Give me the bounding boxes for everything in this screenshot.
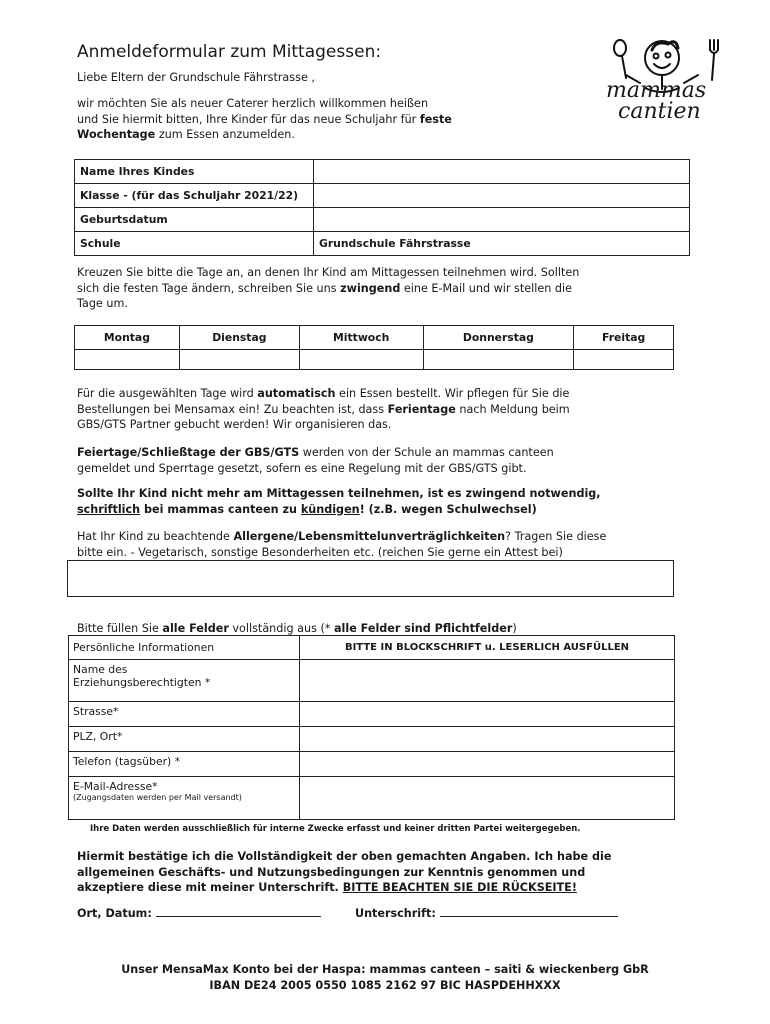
email-label — [69, 777, 300, 820]
fill-text-2: vollständig aus (* — [228, 622, 334, 635]
table-row — [69, 636, 675, 660]
holiday-bold: Feiertage/Schließtage der GBS/GTS — [77, 446, 300, 459]
child-name-label: Name Ihres Kindes — [75, 160, 314, 184]
days-text-line-3: Tage um. — [77, 297, 128, 310]
place-date-row — [77, 906, 321, 922]
table-row — [75, 232, 690, 256]
page-title: Anmeldeformular zum Mittagessen: — [77, 42, 382, 62]
allergy-input-value — [68, 561, 673, 569]
email-field[interactable] — [300, 777, 675, 820]
logo-text-line-1: mammas — [606, 78, 707, 103]
holiday-text-2: gemeldet und Sperrtage gesetzt, sofern es eine Regelung mit der GBS/GTS gibt. — [77, 461, 527, 475]
personal-header-left: Persönliche Informationen — [69, 636, 300, 660]
phone-field[interactable] — [300, 752, 675, 777]
weekdays-table — [74, 325, 674, 370]
footer — [0, 962, 770, 993]
allergy-info — [77, 529, 697, 560]
intro-bold-feste: feste — [419, 112, 452, 126]
personal-info-table — [68, 635, 675, 820]
school-field[interactable]: Grundschule Fährstrasse — [314, 232, 690, 256]
cancellation-info — [77, 486, 697, 517]
order-text-1-end: ein Essen bestellt. Wir pflegen für Sie die — [335, 387, 570, 400]
holiday-info — [77, 445, 697, 476]
day-wednesday-checkbox[interactable] — [299, 350, 423, 370]
confirm-line-2: allgemeinen Geschäfts- und Nutzungsbedingungen zur Kenntnis genommen und — [77, 865, 586, 879]
guardian-label-1: Name des — [73, 663, 128, 676]
school-label: Schule — [75, 232, 314, 256]
guardian-name-field[interactable] — [300, 660, 675, 702]
table-row — [69, 777, 675, 820]
allergy-text-1-end: ? Tragen Sie diese — [505, 530, 607, 543]
table-row — [75, 160, 690, 184]
day-tuesday-checkbox[interactable] — [179, 350, 299, 370]
fill-text-3: ) — [512, 622, 517, 635]
table-row — [69, 727, 675, 752]
order-bold-automatisch: automatisch — [257, 387, 336, 400]
order-text-2-end: nach Meldung beim — [455, 402, 570, 416]
greeting: Liebe Eltern der Grundschule Fährstrasse , — [77, 71, 315, 84]
cancel-text-2-end: ! (z.B. wegen Schulwechsel) — [359, 502, 537, 516]
day-thursday-label: Donnerstag — [423, 326, 574, 350]
days-instructions — [77, 265, 697, 312]
place-date-label: Ort, Datum: — [77, 907, 152, 920]
intro-bold-wochentage: Wochentage — [77, 128, 156, 141]
zip-city-field[interactable] — [300, 727, 675, 752]
guardian-name-label — [69, 660, 300, 702]
days-text-bold: zwingend — [340, 281, 401, 295]
fill-bold-pflichtfelder: alle Felder sind Pflichtfelder — [333, 622, 513, 635]
order-text-1: Für die ausgewählten Tage wird — [77, 387, 258, 400]
child-name-field[interactable] — [314, 160, 690, 184]
holiday-text-1: werden von der Schule an mammas canteen — [299, 446, 554, 459]
signature-row — [355, 906, 618, 922]
guardian-label-2: Erziehungsberechtigten * — [73, 676, 211, 689]
order-text-2: Bestellungen bei Mensamax ein! Zu beachten ist, dass — [77, 402, 388, 416]
confirm-line-1: Hiermit bestätige ich die Vollständigkeit der oben gemachten Angaben. Ich habe die — [77, 850, 612, 863]
day-wednesday-label: Mittwoch — [299, 326, 423, 350]
cancel-underline-kuendigen: kündigen — [300, 502, 360, 516]
personal-header-right: BITTE IN BLOCKSCHRIFT u. LESERLICH AUSFÜLLEN — [300, 636, 675, 660]
email-label-text: E-Mail-Adresse* — [73, 780, 158, 793]
days-text-line-2: sich die festen Tage ändern, schreiben Sie uns — [77, 281, 341, 295]
intro-paragraph — [77, 96, 497, 143]
day-monday-label: Montag — [75, 326, 180, 350]
table-row — [69, 752, 675, 777]
cancel-text-2: bei mammas canteen zu — [140, 502, 301, 516]
class-field[interactable] — [314, 184, 690, 208]
table-row — [75, 350, 674, 370]
table-row — [75, 326, 674, 350]
day-friday-checkbox[interactable] — [574, 350, 674, 370]
intro-line-3: zum Essen anzumelden. — [155, 128, 295, 141]
birthdate-field[interactable] — [314, 208, 690, 232]
table-row — [75, 208, 690, 232]
confirm-line-3: akzeptiere diese mit meiner Unterschrift. — [77, 881, 343, 894]
zip-city-label: PLZ, Ort* — [69, 727, 300, 752]
child-info-table — [74, 159, 690, 256]
privacy-note: Ihre Daten werden ausschließlich für interne Zwecke erfasst und keiner dritten Partei weitergegeben. — [90, 824, 581, 834]
allergy-bold: Allergene/Lebensmittelunverträglichkeiten — [233, 530, 506, 543]
email-label-note: (Zugangsdaten werden per Mail versandt) — [73, 793, 242, 802]
footer-bank-line: Unser MensaMax Konto bei der Haspa: mammas canteen – saiti & wieckenberg GbR — [121, 963, 649, 976]
brand-logo — [600, 28, 735, 128]
day-friday-label: Freitag — [574, 326, 674, 350]
allergy-input-box[interactable] — [67, 560, 674, 597]
street-label: Strasse* — [69, 702, 300, 727]
cancel-text-1: Sollte Ihr Kind nicht mehr am Mittagessen teilnehmen, ist es zwingend notwendig, — [77, 487, 601, 500]
intro-line-1: wir möchten Sie als neuer Caterer herzlich willkommen heißen — [77, 97, 429, 110]
confirmation-text — [77, 849, 697, 896]
order-info — [77, 386, 697, 433]
table-row — [75, 184, 690, 208]
confirm-backside-notice: BITTE BEACHTEN SIE DIE RÜCKSEITE! — [342, 881, 577, 894]
street-field[interactable] — [300, 702, 675, 727]
day-tuesday-label: Dienstag — [179, 326, 299, 350]
birthdate-label: Geburtsdatum — [75, 208, 314, 232]
cancel-underline-schriftlich: schriftlich — [77, 502, 141, 516]
footer-iban-line: IBAN DE24 2005 0550 1085 2162 97 BIC HASPDEHHXXX — [209, 978, 561, 992]
allergy-text-1: Hat Ihr Kind zu beachtende — [77, 530, 234, 543]
order-text-3: GBS/GTS Partner gebucht werden! Wir organisieren das. — [77, 418, 392, 431]
logo-text-line-2: cantien — [618, 99, 701, 124]
signature-line[interactable] — [440, 907, 618, 917]
class-label: Klasse - (für das Schuljahr 2021/22) — [75, 184, 314, 208]
table-row — [69, 702, 675, 727]
order-bold-ferientage: Ferientage — [387, 402, 456, 416]
signature-label: Unterschrift: — [355, 907, 436, 920]
days-text-line-2-end: eine E-Mail und wir stellen die — [400, 281, 572, 295]
fill-text-1: Bitte füllen Sie — [77, 622, 163, 635]
intro-line-2: und Sie hiermit bitten, Ihre Kinder für das neue Schuljahr für — [77, 112, 420, 126]
day-thursday-checkbox[interactable] — [423, 350, 574, 370]
day-monday-checkbox[interactable] — [75, 350, 180, 370]
table-row — [69, 660, 675, 702]
place-date-line[interactable] — [156, 907, 321, 917]
days-text-line-1: Kreuzen Sie bitte die Tage an, an denen Ihr Kind am Mittagessen teilnehmen wird. Sollten — [77, 266, 580, 279]
fill-bold-alle-felder: alle Felder — [162, 622, 229, 635]
allergy-text-2: bitte ein. - Vegetarisch, sonstige Besonderheiten etc. (reichen Sie gerne ein Attest bei) — [77, 545, 563, 559]
phone-label: Telefon (tagsüber) * — [69, 752, 300, 777]
